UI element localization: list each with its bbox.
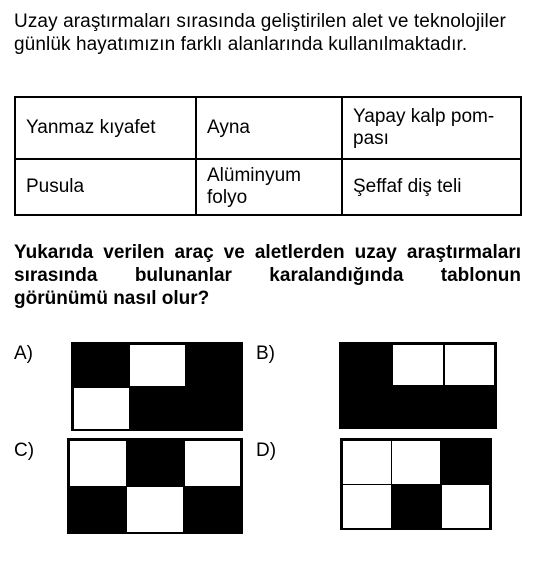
table-cell: Yapay kalp pom- pası xyxy=(342,97,521,159)
grid-cell-white xyxy=(342,484,392,529)
grid-cell-black xyxy=(73,344,130,387)
grid-cell-black xyxy=(441,440,491,485)
grid-cell-white xyxy=(441,484,491,529)
grid-cell-white xyxy=(184,440,242,487)
grid-cell-white xyxy=(126,486,184,533)
option-d-label[interactable]: D) xyxy=(256,440,277,461)
grid-cell-black xyxy=(444,386,496,428)
table-cell: Pusula xyxy=(15,159,196,215)
grid-cell-white xyxy=(69,440,127,487)
grid-cell-black xyxy=(129,387,186,430)
grid-cell-black xyxy=(69,486,127,533)
grid-cell-white xyxy=(73,387,130,430)
grid-cell-black xyxy=(341,386,393,428)
table-row xyxy=(15,159,521,215)
grid-cell-white xyxy=(342,440,392,485)
grid-cell-white xyxy=(391,440,441,485)
option-b-grid[interactable] xyxy=(339,342,497,429)
grid-cell-white xyxy=(392,344,444,386)
intro-text: Uzay araştırmaları sırasında geliştirilen alet ve teknolojiler günlük hayatımızın farklı alanlarında kullanılmaktadır. xyxy=(14,11,506,55)
grid-cell-black xyxy=(391,484,441,529)
grid-cell-black xyxy=(126,440,184,487)
table-cell: Yanmaz kıyafet xyxy=(15,97,196,159)
grid-cell-black xyxy=(185,387,242,430)
grid-cell-black xyxy=(185,344,242,387)
table-row xyxy=(15,97,521,159)
grid-cell-white xyxy=(444,344,496,386)
grid-cell-black xyxy=(341,344,393,386)
option-a-grid[interactable] xyxy=(71,342,243,431)
grid-cell-black xyxy=(184,486,242,533)
grid-cell-black xyxy=(392,386,444,428)
option-d-grid[interactable] xyxy=(340,438,492,530)
table-cell: Alüminyum folyo xyxy=(196,159,342,215)
tools-table xyxy=(14,96,522,216)
option-a-label[interactable]: A) xyxy=(14,343,33,364)
option-c-grid[interactable] xyxy=(67,438,243,534)
question-text: Yukarıda verilen araç ve aletlerden uzay araştırmaları sırasında bulunanlar karalandığında tablonun görünümü nasıl olur? xyxy=(14,242,521,309)
option-c-label[interactable]: C) xyxy=(14,440,35,461)
table-cell: Şeffaf diş teli xyxy=(342,159,521,215)
option-b-label[interactable]: B) xyxy=(256,343,275,364)
grid-cell-white xyxy=(129,344,186,387)
table-cell: Ayna xyxy=(196,97,342,159)
